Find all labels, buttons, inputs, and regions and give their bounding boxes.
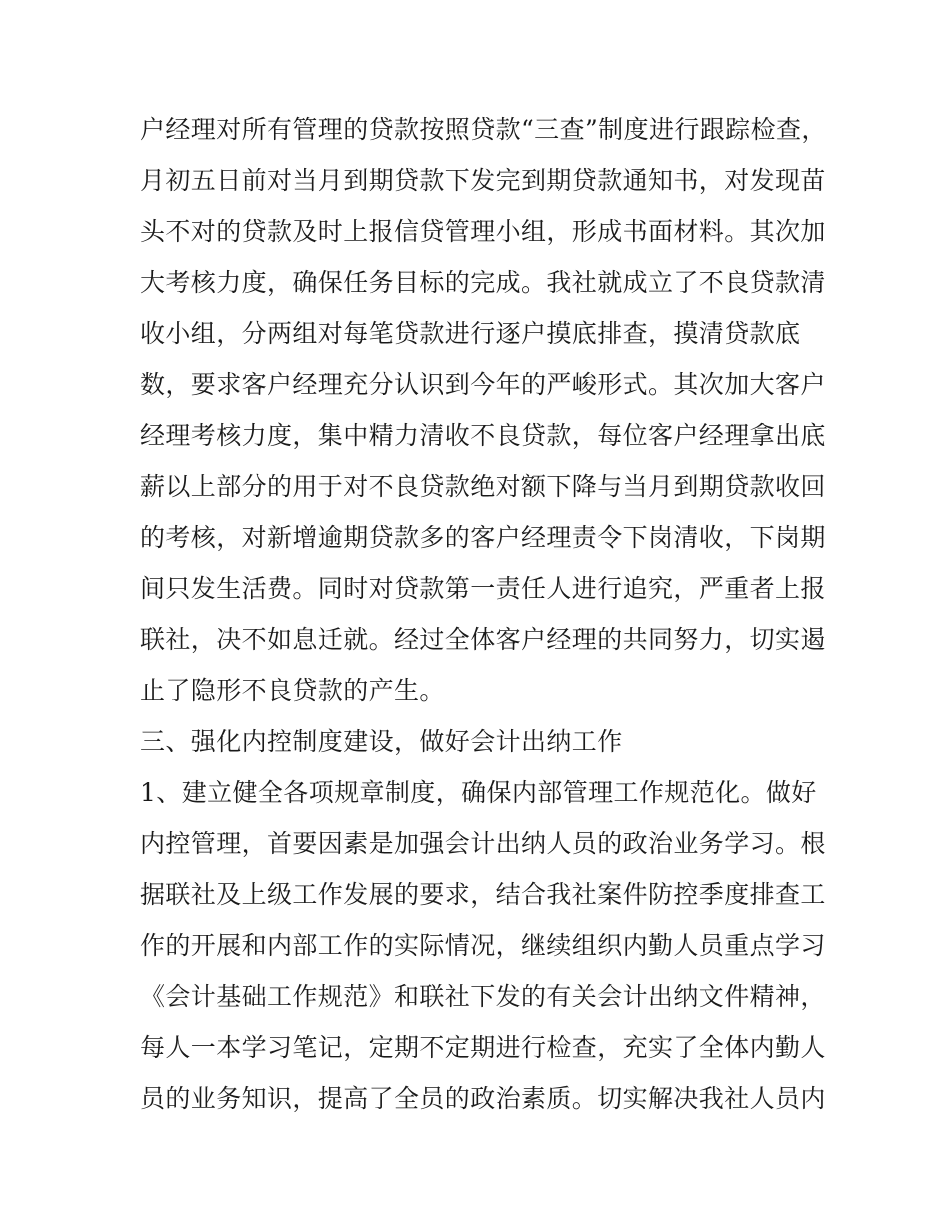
text-line: 数，要求客户经理充分认识到今年的严峻形式。其次加大客户	[140, 370, 826, 399]
text-line: 1、建立健全各项规章制度，确保内部管理工作规范化。做好	[140, 778, 817, 807]
text-line: 经理考核力度，集中精力清收不良贷款，每位客户经理拿出底	[140, 421, 826, 450]
text-line: 户经理对所有管理的贷款按照贷款“三查”制度进行跟踪检查，	[140, 115, 827, 144]
text-line: 的考核，对新增逾期贷款多的客户经理责令下岗清收，下岗期	[140, 523, 826, 552]
body-text	[140, 104, 827, 1124]
text-line: 薪以上部分的用于对不良贷款绝对额下降与当月到期贷款收回	[140, 472, 826, 501]
text-line: 收小组，分两组对每笔贷款进行逐户摸底排查，摸清贷款底	[140, 319, 801, 348]
text-line: 间只发生活费。同时对贷款第一责任人进行追究，严重者上报	[140, 574, 826, 603]
text-line: 每人一本学习笔记，定期不定期进行检查，充实了全体内勤人	[140, 1033, 826, 1062]
text-line: 作的开展和内部工作的实际情况，继续组织内勤人员重点学习	[140, 931, 826, 960]
text-line: 头不对的贷款及时上报信贷管理小组，形成书面材料。其次加	[140, 217, 826, 246]
text-line: 内控管理，首要因素是加强会计出纳人员的政治业务学习。根	[140, 829, 826, 858]
text-line: 《会计基础工作规范》和联社下发的有关会计出纳文件精神，	[140, 982, 826, 1011]
text-line: 员的业务知识，提高了全员的政治素质。切实解决我社人员内	[140, 1084, 826, 1113]
section-heading: 三、强化内控制度建设，做好会计出纳工作	[140, 727, 623, 756]
text-line: 大考核力度，确保任务目标的完成。我社就成立了不良贷款清	[140, 268, 826, 297]
text-line: 月初五日前对当月到期贷款下发完到期贷款通知书，对发现苗	[140, 166, 826, 195]
text-line: 联社，决不如息迁就。经过全体客户经理的共同努力，切实遏	[140, 625, 826, 654]
text-line: 据联社及上级工作发展的要求，结合我社案件防控季度排查工	[140, 880, 826, 909]
text-line: 止了隐形不良贷款的产生。	[140, 676, 445, 705]
